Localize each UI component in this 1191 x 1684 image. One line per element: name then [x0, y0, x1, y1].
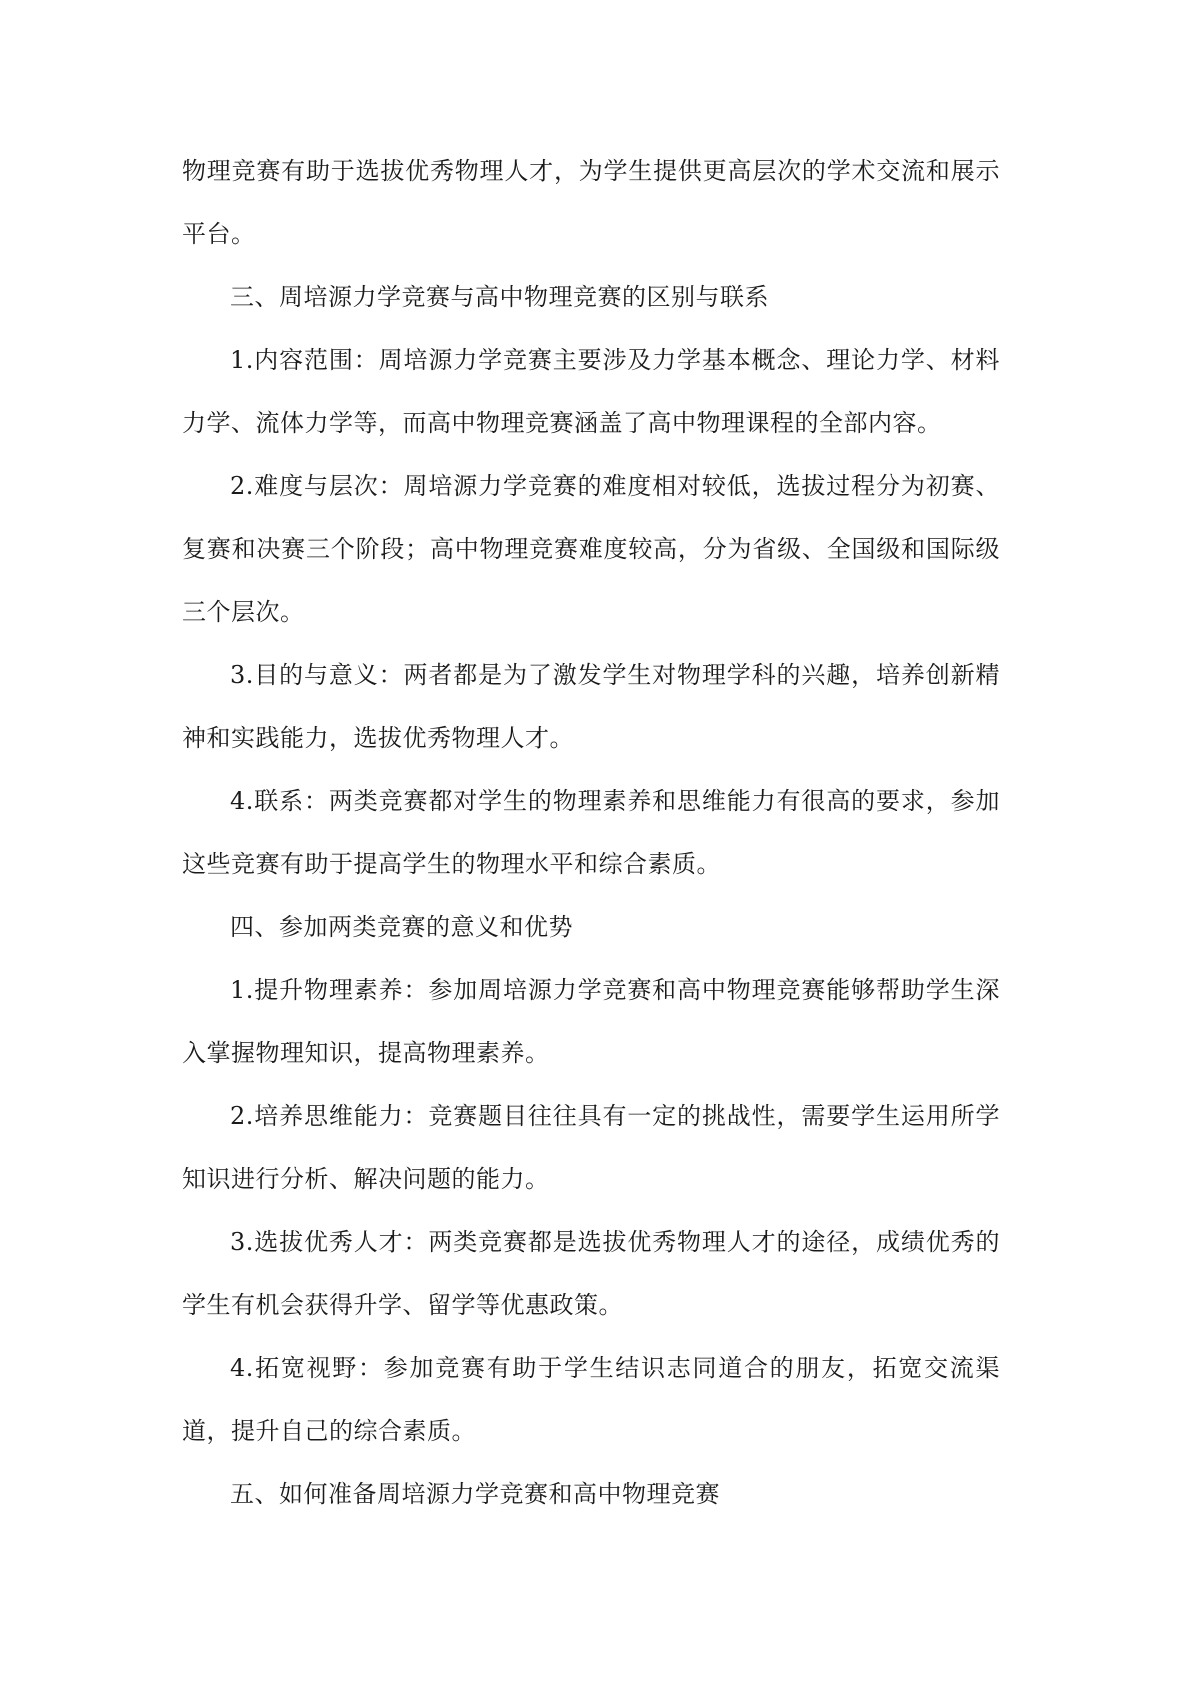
paragraph-talent-selection: 3.选拔优秀人才：两类竞赛都是选拔优秀物理人才的途径，成绩优秀的学生有机会获得升学、留学等优惠政策。 — [182, 1228, 1000, 1319]
section-heading-5: 五、如何准备周培源力学竞赛和高中物理竞赛 — [230, 1480, 720, 1508]
paragraph-thinking-ability: 2.培养思维能力：竞赛题目往往具有一定的挑战性，需要学生运用所学知识进行分析、解决问题的能力。 — [182, 1102, 1000, 1193]
paragraph-broaden-horizons: 4.拓宽视野：参加竞赛有助于学生结识志同道合的朋友，拓宽交流渠道，提升自己的综合素质。 — [182, 1354, 1000, 1445]
paragraph-connection: 4.联系：两类竞赛都对学生的物理素养和思维能力有很高的要求，参加这些竞赛有助于提高学生的物理水平和综合素质。 — [182, 787, 1000, 878]
section-heading-4: 四、参加两类竞赛的意义和优势 — [230, 913, 573, 941]
paragraph-difficulty: 2.难度与层次：周培源力学竞赛的难度相对较低，选拔过程分为初赛、复赛和决赛三个阶段；高中物理竞赛难度较高，分为省级、全国级和国际级三个层次。 — [182, 472, 1000, 626]
section-heading-3: 三、周培源力学竞赛与高中物理竞赛的区别与联系 — [230, 283, 769, 311]
document-body — [182, 140, 1000, 1526]
paragraph-physics-literacy: 1.提升物理素养：参加周培源力学竞赛和高中物理竞赛能够帮助学生深入掌握物理知识，提高物理素养。 — [182, 976, 1000, 1067]
paragraph-content-scope: 1.内容范围：周培源力学竞赛主要涉及力学基本概念、理论力学、材料力学、流体力学等，而高中物理竞赛涵盖了高中物理课程的全部内容。 — [182, 346, 1000, 437]
paragraph-purpose: 3.目的与意义：两者都是为了激发学生对物理学科的兴趣，培养创新精神和实践能力，选拔优秀物理人才。 — [182, 661, 1000, 752]
paragraph-continuation: 物理竞赛有助于选拔优秀物理人才，为学生提供更高层次的学术交流和展示平台。 — [182, 157, 1000, 248]
